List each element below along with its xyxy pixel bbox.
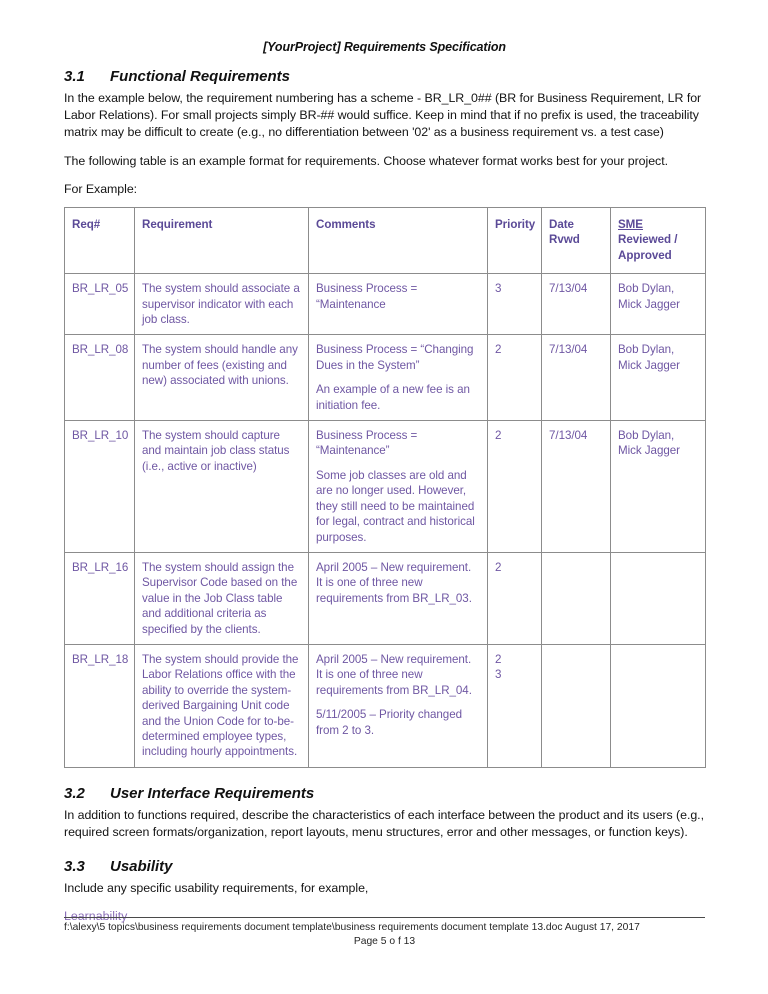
col-header-sme-line2: Reviewed /	[618, 233, 678, 247]
cell-sme: Bob Dylan, Mick Jagger	[611, 421, 706, 553]
col-header-date-line1: Date	[549, 218, 574, 232]
requirements-table	[64, 207, 706, 768]
cell-sme	[611, 644, 706, 767]
usability-item-learnability: Learnability	[64, 909, 128, 924]
footer-divider	[64, 917, 705, 918]
priority-value: 2	[495, 343, 502, 357]
functional-paragraph-3: For Example:	[64, 181, 138, 196]
cell-date-rvwd	[542, 552, 611, 644]
comment-paragraph: 5/11/2005 – Priority changed from 2 to 3.	[316, 708, 462, 737]
col-header-date-line2: Rvwd	[549, 233, 580, 247]
comment-paragraph: An example of a new fee is an initiation fee.	[316, 383, 470, 412]
heading-functional-requirements	[64, 68, 705, 85]
heading-number-3-3: 3.3	[64, 858, 85, 876]
cell-sme: Bob Dylan, Mick Jagger	[611, 335, 706, 421]
priority-value: 3	[495, 668, 502, 682]
heading-title-3-3: Usability	[110, 858, 173, 876]
cell-priority	[488, 552, 542, 644]
cell-req-id: BR_LR_18	[65, 644, 135, 767]
priority-value: 2	[495, 429, 502, 443]
functional-paragraph-2: The following table is an example format for requirements. Choose whatever format works best for your project.	[64, 153, 668, 168]
comment-paragraph: April 2005 – New requirement. It is one of three new requirements from BR_LR_04.	[316, 652, 472, 697]
table-row	[65, 274, 706, 335]
running-header: [YourProject] Requirements Specification	[263, 40, 506, 54]
priority-value: 3	[495, 282, 502, 296]
ui-requirements-paragraph-1: In addition to functions required, describe the characteristics of each interface between the product and its users (e.g., required screen formats/organization, report layouts, menu structures, error and other messages, or function keys).	[64, 807, 704, 839]
cell-date-rvwd: 7/13/04	[542, 274, 611, 335]
comment-paragraph: Business Process = “Changing Dues in the System”	[316, 343, 474, 372]
cell-req-id: BR_LR_05	[65, 274, 135, 335]
col-header-date-rvwd	[542, 208, 611, 274]
table-row	[65, 421, 706, 553]
functional-paragraph-1: In the example below, the requirement numbering has a scheme - BR_LR_0## (BR for Business Requirement, LR for Labor Relations). For small projects simply BR-## would suffice. Keep in mind that if no prefix is used, the traceability matrix may be difficult to create (e.g., no differentiation between '02' as a business requirement vs. a test case)	[64, 91, 702, 140]
heading-title-3-1: Functional Requirements	[110, 68, 291, 85]
cell-date-rvwd: 7/13/04	[542, 421, 611, 553]
table-row	[65, 552, 706, 644]
cell-comments	[309, 274, 488, 335]
footer-file-path: f:\alexy\5 topics\business requirements document template\business requirements document template 13.doc August 17, 2017	[64, 922, 640, 933]
page-footer	[64, 917, 705, 948]
col-header-sme-line1: SME	[618, 218, 643, 232]
cell-requirement: The system should capture and maintain job class status (i.e., active or inactive)	[135, 421, 309, 553]
cell-priority	[488, 421, 542, 553]
col-header-req-id: Req#	[65, 208, 135, 274]
col-header-comments: Comments	[309, 208, 488, 274]
section-user-interface-requirements	[64, 785, 705, 841]
comment-paragraph: Business Process = “Maintenance	[316, 282, 418, 311]
col-header-sme-line3: Approved	[618, 248, 672, 262]
requirements-table-body	[65, 274, 706, 768]
cell-priority	[488, 644, 542, 767]
cell-requirement: The system should handle any number of fees (existing and new) associated with unions.	[135, 335, 309, 421]
section-usability	[64, 858, 705, 925]
cell-requirement: The system should assign the Supervisor Code based on the value in the Job Class table and additional criteria as specified by the clients.	[135, 552, 309, 644]
cell-priority	[488, 335, 542, 421]
cell-req-id: BR_LR_10	[65, 421, 135, 553]
priority-value: 2	[495, 652, 502, 666]
table-row	[65, 644, 706, 767]
heading-number-3-1: 3.1	[64, 68, 85, 85]
table-header-row	[65, 208, 706, 274]
comment-paragraph: Some job classes are old and are no longer used. However, they still need to be maintained for legal, contract and historical purposes.	[316, 468, 475, 544]
heading-number-3-2: 3.2	[64, 784, 85, 802]
cell-date-rvwd: 7/13/04	[542, 335, 611, 421]
cell-requirement: The system should provide the Labor Relations office with the ability to override the system-derived Bargaining Unit code and the Union Code for to-be-determined employee types, including hourly appointments.	[135, 644, 309, 767]
cell-comments	[309, 335, 488, 421]
cell-sme: Bob Dylan, Mick Jagger	[611, 274, 706, 335]
cell-date-rvwd	[542, 644, 611, 767]
cell-comments	[309, 644, 488, 767]
heading-usability	[64, 858, 705, 875]
usability-paragraph-1: Include any specific usability requirements, for example,	[64, 881, 369, 896]
heading-title-3-2: User Interface Requirements	[110, 784, 315, 802]
cell-comments	[309, 552, 488, 644]
priority-value: 2	[495, 560, 502, 574]
cell-requirement: The system should associate a supervisor indicator with each job class.	[135, 274, 309, 335]
footer-page-number: Page 5 o f 13	[353, 936, 416, 947]
cell-req-id: BR_LR_08	[65, 335, 135, 421]
cell-req-id: BR_LR_16	[65, 552, 135, 644]
page-content	[64, 40, 705, 925]
cell-priority	[488, 274, 542, 335]
comment-paragraph: April 2005 – New requirement. It is one of three new requirements from BR_LR_03.	[316, 560, 472, 605]
col-header-priority: Priority	[488, 208, 542, 274]
comment-paragraph: Business Process = “Maintenance”	[316, 429, 418, 458]
table-row	[65, 335, 706, 421]
cell-comments	[309, 421, 488, 553]
col-header-requirement: Requirement	[135, 208, 309, 274]
cell-sme	[611, 552, 706, 644]
col-header-sme	[611, 208, 706, 274]
heading-user-interface-requirements	[64, 785, 705, 802]
